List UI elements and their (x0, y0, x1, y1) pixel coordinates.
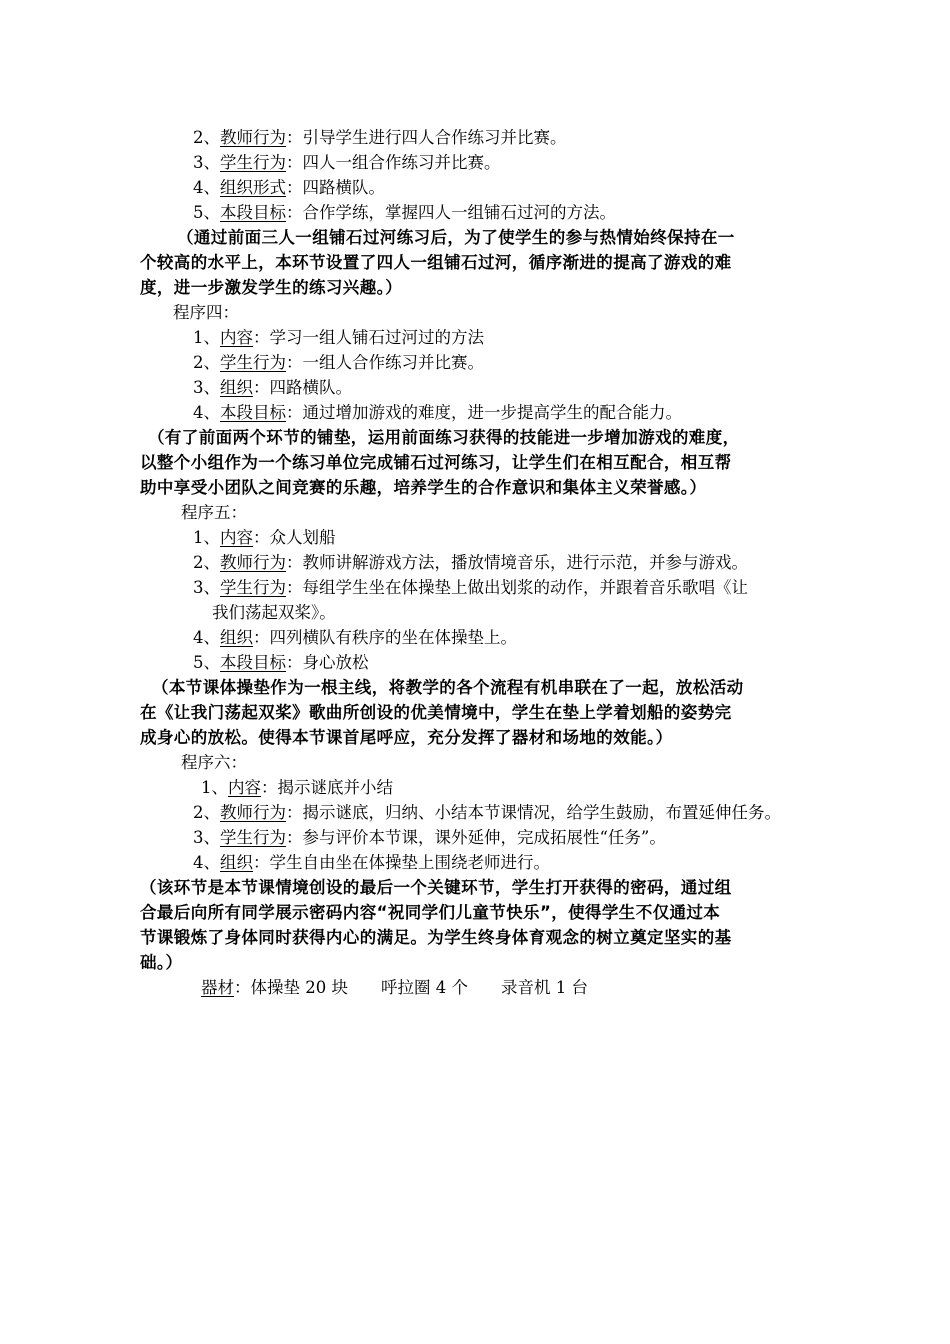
item-text: ：四路横队。 (286, 178, 385, 197)
item-label: 本段目标 (220, 653, 286, 672)
item-label: 组织 (220, 378, 253, 397)
note-line: 助中享受小团队之间竞赛的乐趣，培养学生的合作意识和集体主义荣誉感。） (140, 478, 707, 497)
item-number: 1、 (193, 328, 220, 347)
item-label: 学生行为 (220, 353, 286, 372)
item-number: 2、 (193, 128, 220, 147)
list-item (193, 801, 781, 825)
item-label: 教师行为 (220, 553, 286, 572)
item-label: 教师行为 (220, 128, 286, 147)
item-text: ：揭示谜底，归纳、小结本节课情况，给学生鼓励，布置延伸任务。 (286, 803, 781, 822)
list-item (193, 376, 352, 400)
item-label: 本段目标 (220, 403, 286, 422)
item-number: 1、 (201, 778, 228, 797)
item-label: 学生行为 (220, 578, 286, 597)
list-item (193, 526, 336, 550)
section-heading: 程序四： (173, 303, 239, 322)
item-number: 2、 (193, 553, 220, 572)
note-line: 个较高的水平上，本环节设置了四人一组铺石过河，循序渐进的提高了游戏的难 (140, 253, 732, 272)
list-item (201, 776, 393, 800)
item-number: 5、 (193, 653, 220, 672)
item-text: ：四路横队。 (253, 378, 352, 397)
item-number: 4、 (193, 853, 220, 872)
item-label: 本段目标 (220, 203, 286, 222)
item-number: 2、 (193, 353, 220, 372)
note-line: （通过前面三人一组铺石过河练习后，为了使学生的参与热情始终保持在一 (177, 228, 735, 247)
item-text: ：合作学练，掌握四人一组铺石过河的方法。 (286, 203, 616, 222)
item-text: ：身心放松 (286, 653, 369, 672)
note-line: （有了前面两个环节的铺垫，运用前面练习获得的技能进一步增加游戏的难度， (148, 428, 740, 447)
item-label: 组织 (220, 628, 253, 647)
item-number: 3、 (193, 153, 220, 172)
list-item (193, 326, 484, 350)
item-text: ：四人一组合作练习并比赛。 (286, 153, 501, 172)
section-heading: 程序五： (181, 503, 247, 522)
list-item (193, 126, 567, 150)
note-line: 础。） (140, 953, 183, 972)
list-item (193, 401, 682, 425)
note-line: 在《让我门荡起双桨》歌曲所创设的优美情境中，学生在垫上学着划船的姿势完 (140, 703, 732, 722)
item-text: ：揭示谜底并小结 (261, 778, 393, 797)
equipment-line (201, 976, 588, 1000)
item-number: 4、 (193, 178, 220, 197)
note-line: 度，进一步激发学生的练习兴趣。） (140, 278, 403, 297)
list-item-continuation (212, 601, 336, 625)
note-line: 成身心的放松。使得本节课首尾呼应，充分发挥了器材和场地的效能。） (140, 728, 673, 747)
list-item (193, 651, 369, 675)
note-line: 合最后向所有同学展示密码内容“祝同学们儿童节快乐”，使得学生不仅通过本 (140, 903, 721, 922)
item-number: 2、 (193, 803, 220, 822)
list-item (193, 851, 550, 875)
section-heading: 程序六： (181, 753, 247, 772)
list-item (193, 626, 517, 650)
item-label: 内容 (220, 528, 253, 547)
item-text: ：参与评价本节课，课外延伸，完成拓展性“任务”。 (286, 828, 666, 847)
note-line: 节课锻炼了身体同时获得内心的满足。为学生终身体育观念的树立奠定坚实的基 (140, 928, 732, 947)
item-text: 我们荡起双桨》。 (212, 603, 336, 622)
item-label: 学生行为 (220, 153, 286, 172)
item-label: 组织形式 (220, 178, 286, 197)
item-label: 教师行为 (220, 803, 286, 822)
item-text: ：一组人合作练习并比赛。 (286, 353, 484, 372)
item-number: 4、 (193, 628, 220, 647)
note-line: 以整个小组作为一个练习单位完成铺石过河练习，让学生们在相互配合，相互帮 (140, 453, 732, 472)
item-label: 组织 (220, 853, 253, 872)
item-number: 1、 (193, 528, 220, 547)
item-label: 内容 (220, 328, 253, 347)
list-item (193, 201, 616, 225)
item-text: ：通过增加游戏的难度，进一步提高学生的配合能力。 (286, 403, 682, 422)
item-number: 3、 (193, 828, 220, 847)
list-item (193, 576, 748, 600)
item-text: ：学生自由坐在体操垫上围绕老师进行。 (253, 853, 550, 872)
item-text: ：学习一组人铺石过河过的方法 (253, 328, 484, 347)
item-text: ：引导学生进行四人合作练习并比赛。 (286, 128, 567, 147)
item-text: ：众人划船 (253, 528, 336, 547)
item-number: 4、 (193, 403, 220, 422)
list-item (193, 351, 484, 375)
item-text: ：四列横队有秩序的坐在体操垫上。 (253, 628, 517, 647)
note-line: （该环节是本节课情境创设的最后一个关键环节，学生打开获得的密码，通过组 (140, 878, 732, 897)
item-label: 学生行为 (220, 828, 286, 847)
item-number: 3、 (193, 378, 220, 397)
item-number: 3、 (193, 578, 220, 597)
item-number: 5、 (193, 203, 220, 222)
list-item (193, 551, 748, 575)
item-text: ：教师讲解游戏方法，播放情境音乐，进行示范，并参与游戏。 (286, 553, 748, 572)
list-item (193, 176, 385, 200)
list-item (193, 151, 501, 175)
equipment-label: 器材 (201, 978, 234, 997)
note-line: （本节课体操垫作为一根主线，将教学的各个流程有机串联在了一起，放松活动 (152, 678, 744, 697)
item-label: 内容 (228, 778, 261, 797)
list-item (193, 826, 666, 850)
item-text: ：每组学生坐在体操垫上做出划浆的动作，并跟着音乐歌唱《让 (286, 578, 748, 597)
equipment-items: ：体操垫 20 块 呼拉圈 4 个 录音机 1 台 (234, 978, 588, 997)
